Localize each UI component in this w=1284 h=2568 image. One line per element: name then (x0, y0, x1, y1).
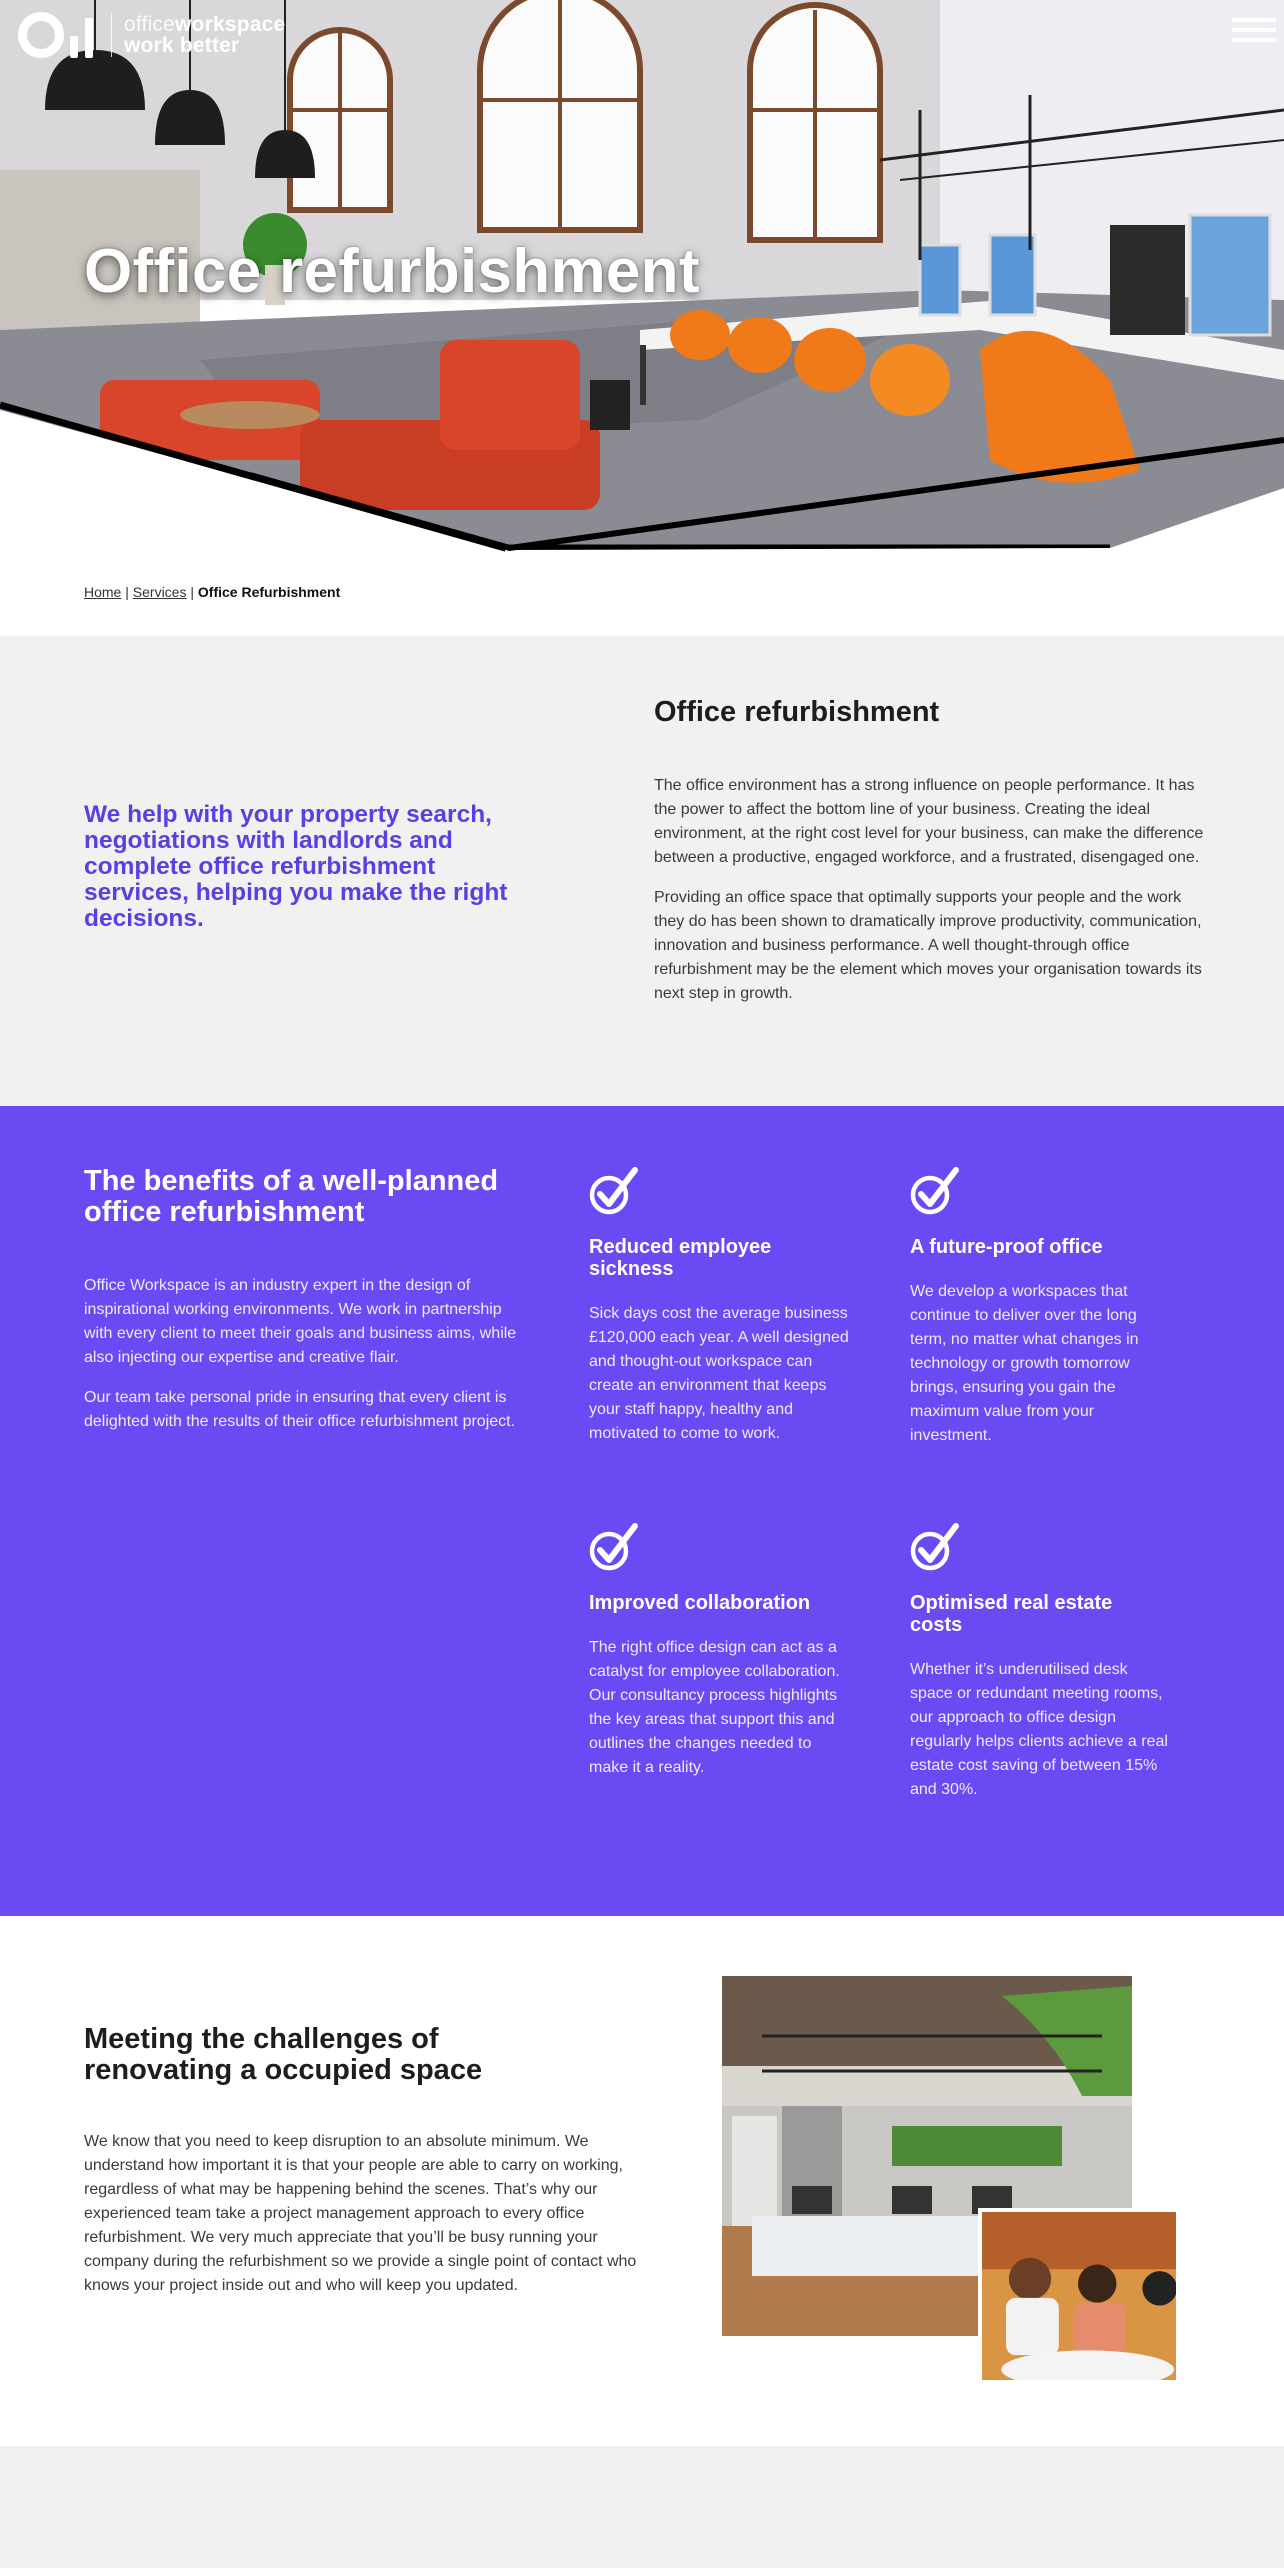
benefit-title: Reduced employee sickness (589, 1236, 772, 1280)
logo-mark-icon (18, 12, 93, 58)
breadcrumb (84, 584, 340, 600)
benefit-text: We develop a workspaces that continue to deliver over the long term, no matter what changes in technology or growth tomorrow brings, ensuring you gain the maximum value from your investment. (910, 1283, 1139, 1444)
challenges-section (0, 1916, 1284, 2446)
intro-paragraph: The office environment has a strong influence on people performance. It has the power to affect the bottom line of your business. Creating the ideal environment, at the right cost level for your business, can make the difference between a productive, engaged workforce, and a frustrated, disengaged one. (654, 777, 1204, 866)
logo-tagline: work better (124, 34, 240, 57)
logo-wordmark (124, 14, 285, 56)
benefit-text: Whether it’s underutilised desk space or redundant meeting rooms, our approach to office design regularly helps clients achieve a real estate cost saving of between 15% and 30%. (910, 1661, 1168, 1798)
breadcrumb-current: Office Refurbishment (197, 584, 341, 600)
footer-strip (0, 2446, 1284, 2568)
logo-divider (111, 13, 112, 57)
check-circle-icon (910, 1166, 960, 1216)
check-circle-icon (910, 1522, 960, 1572)
benefit-item (910, 1166, 1170, 1448)
check-circle-icon (589, 1522, 639, 1572)
challenges-text: We know that you need to keep disruption to an absolute minimum. We understand how important it is that your people are able to carry on working, regardless of what may be happening behind the scenes. That’s why our experienced team take a project management approach to every office refurbishment. We very much appreciate that you’ll be busy running your company during the refurbishment so we provide a single point of contact who knows your project inside out and who will keep you updated. (84, 2133, 637, 2294)
hero-title: Office refurbishment (84, 237, 700, 306)
benefits-paragraph: Our team take personal pride in ensuring that every client is delighted with the results of their office refurbishment project. (84, 1389, 516, 1430)
hamburger-menu-icon[interactable] (1232, 12, 1276, 52)
intro-lead-text: We help with your property search, negotiations with landlords and complete office refurbishment services, helping you make the right decisions. (84, 801, 508, 932)
intro-body (654, 774, 1204, 1022)
benefit-item (589, 1522, 849, 1780)
breadcrumb-home-link[interactable]: Home (84, 584, 122, 600)
logo-word-workspace: workspace (175, 13, 286, 36)
benefits-section (0, 1106, 1284, 1916)
challenges-heading: Meeting the challenges of renovating a occupied space (84, 2023, 483, 2086)
intro-heading: Office refurbishment (654, 696, 940, 728)
benefit-title: A future-proof office (910, 1236, 1103, 1258)
breadcrumb-separator: | (190, 584, 194, 600)
meeting-people-photo (978, 2208, 1180, 2384)
hero-section (0, 0, 1284, 560)
benefit-title: Improved collaboration (589, 1592, 811, 1614)
benefit-text: The right office design can act as a catalyst for employee collaboration. Our consultancy process highlights the key areas that support this and outlines the changes needed to make it a reality. (589, 1639, 840, 1776)
benefits-paragraph: Office Workspace is an industry expert in the design of inspirational working environments. We work in partnership with every client to meet their goals and business aims, while also injecting our expertise and creative flair. (84, 1277, 517, 1366)
intro-section (0, 636, 1284, 1106)
breadcrumb-services-link[interactable]: Services (132, 584, 187, 600)
breadcrumb-separator: | (125, 584, 129, 600)
benefit-item (910, 1522, 1170, 1802)
benefits-intro (84, 1274, 524, 1450)
benefit-text: Sick days cost the average business £120,000 each year. A well designed and thought-out workspace can create an environment that keeps your staff happy, healthy and motivated to come to work. (589, 1305, 849, 1442)
benefit-title: Optimised real estate costs (910, 1592, 1113, 1636)
brand-logo[interactable] (18, 12, 285, 58)
benefits-heading: The benefits of a well-planned office refurbishment (84, 1165, 499, 1228)
intro-paragraph: Providing an office space that optimally supports your people and the work they do has been shown to dramatically improve productivity, communication, innovation and business performance. A well thought-through office refurbishment may be the element which moves your organisation towards its next step in growth. (654, 889, 1202, 1002)
benefit-item (589, 1166, 849, 1446)
check-circle-icon (589, 1166, 639, 1216)
logo-word-office: office (124, 13, 176, 36)
